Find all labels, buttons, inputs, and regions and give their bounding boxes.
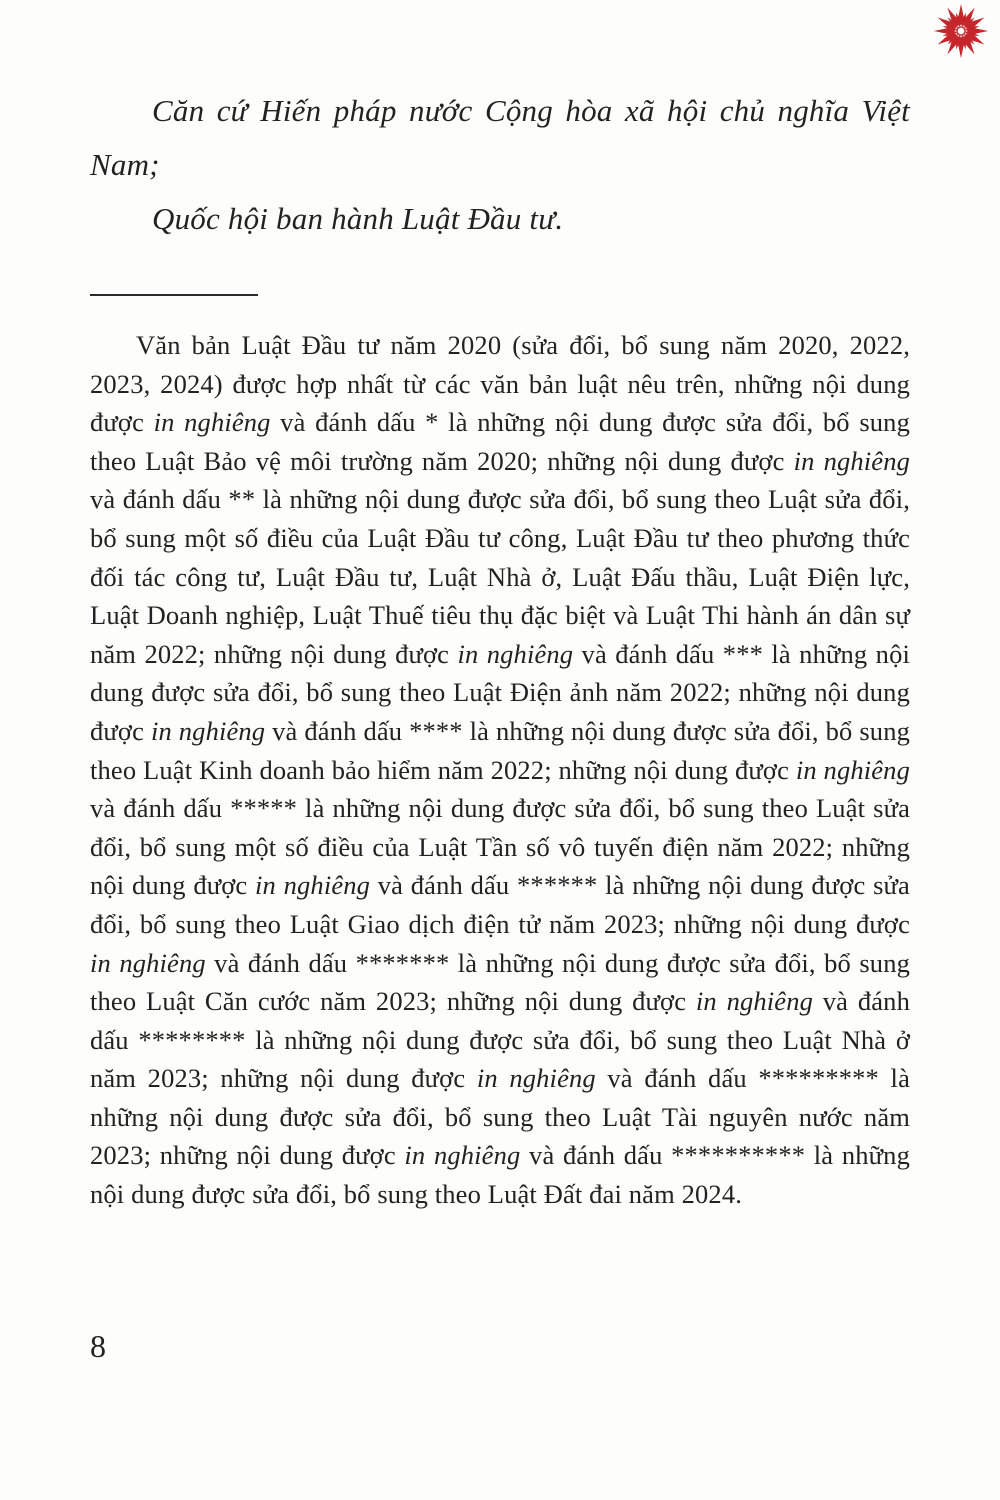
body-text-run: và đánh dấu ******** là những nội dung được sửa đổi, bổ sung theo Luật Nhà ở năm 2023; những nội dung được	[90, 986, 910, 1094]
section-divider	[90, 294, 258, 296]
italic-emphasis: in nghiêng	[457, 638, 574, 669]
body-text-run: và đánh dấu ** là những nội dung được sửa đổi, bổ sung theo Luật sửa đổi, bổ sung một số điều của Luật Đầu tư công, Luật Đầu tư theo phương thức đối tác công tư, Luật Đầu tư, Luật Nhà ở, Luật Đấu thầu, Luật Điện lực, Luật Doanh nghiệp, Luật Thuế tiêu thụ đặc biệt và Luật Thi hành án dân sự năm 2022; những nội dung được	[90, 484, 910, 669]
italic-emphasis: in nghiêng	[153, 407, 271, 438]
preamble-line-constitution: Căn cứ Hiến pháp nước Cộng hòa xã hội chủ nghĩa Việt Nam;	[90, 93, 910, 182]
italic-emphasis: in nghiêng	[793, 445, 910, 476]
body-text-run: Văn bản Luật Đầu tư năm 2020 (sửa đổi, bổ sung năm 2020, 2022, 2023, 2024) được hợp nhất từ các văn bản luật nêu trên, những nội dung được	[90, 330, 910, 438]
body-text-run: và đánh dấu ********* là những nội dung được sửa đổi, bổ sung theo Luật Tài nguyên nước năm 2023; những nội dung được	[90, 1063, 910, 1171]
body-text-run: và đánh dấu ******* là những nội dung được sửa đổi, bổ sung theo Luật Căn cước năm 2023; những nội dung được	[90, 947, 910, 1017]
publisher-logo-icon	[932, 2, 990, 60]
body-text-run: và đánh dấu **** là những nội dung được sửa đổi, bổ sung theo Luật Kinh doanh bảo hiểm năm 2022; những nội dung được	[90, 715, 911, 785]
body-text-run: và đánh dấu ********** là những nội dung được sửa đổi, bổ sung theo Luật Đất đai năm 2024.	[90, 1140, 910, 1210]
italic-emphasis: in nghiêng	[795, 754, 910, 785]
italic-emphasis: in nghiêng	[255, 870, 371, 901]
italic-emphasis: in nghiêng	[404, 1140, 521, 1171]
italic-emphasis: in nghiêng	[695, 986, 814, 1017]
preamble-block	[90, 84, 910, 246]
body-text-run: và đánh dấu * là những nội dung được sửa đổi, bổ sung theo Luật Bảo vệ môi trường năm 2020; những nội dung được	[90, 407, 910, 476]
consolidation-note-paragraph	[90, 326, 910, 1214]
italic-emphasis: in nghiêng	[90, 947, 206, 978]
body-text-run: và đánh dấu ***** là những nội dung được sửa đổi, bổ sung theo Luật sửa đổi, bổ sung một số điều của Luật Tần số vô tuyến điện năm 2022; những nội dung được	[90, 793, 910, 901]
preamble-line-promulgation: Quốc hội ban hành Luật Đầu tư.	[152, 201, 564, 236]
body-text-run: và đánh dấu ****** là những nội dung được sửa đổi, bổ sung theo Luật Giao dịch điện tử năm 2023; những nội dung được	[90, 870, 910, 939]
italic-emphasis: in nghiêng	[476, 1063, 596, 1094]
body-text-run: và đánh dấu *** là những nội dung được sửa đổi, bổ sung theo Luật Điện ảnh năm 2022; những nội dung được	[90, 638, 910, 746]
page-number: 8	[90, 1328, 106, 1364]
italic-emphasis: in nghiêng	[150, 715, 266, 746]
